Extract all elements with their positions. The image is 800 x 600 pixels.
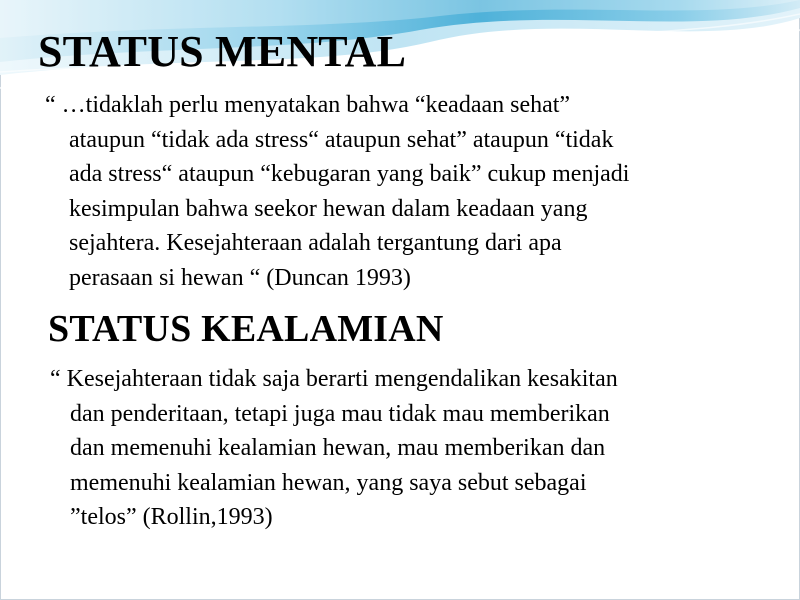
quote-line: dan penderitaan, tetapi juga mau tidak mau memberikan — [70, 400, 610, 427]
heading-status-mental: STATUS MENTAL — [38, 27, 407, 76]
heading-status-kealamian: STATUS KEALAMIAN — [48, 308, 444, 350]
quote-duncan — [45, 88, 629, 295]
quote-line: ”telos” (Rollin,1993) — [70, 504, 273, 530]
quote-line: ada stress“ ataupun “kebugaran yang baik” cukup menjadi — [69, 161, 630, 187]
quote-line: ataupun “tidak ada stress“ ataupun sehat” ataupun “tidak — [69, 126, 614, 153]
quote-line: memenuhi kealamian hewan, yang saya sebut sebagai — [70, 469, 587, 496]
quote-line: perasaan si hewan “ (Duncan 1993) — [69, 264, 411, 291]
quote-line: “ …tidaklah perlu menyatakan bahwa “keadaan sehat” — [45, 92, 571, 118]
quote-line: sejahtera. Kesejahteraan adalah tergantung dari apa — [69, 230, 562, 256]
quote-rollin — [50, 362, 618, 535]
quote-line: dan memenuhi kealamian hewan, mau memberikan dan — [70, 435, 606, 461]
quote-line: “ Kesejahteraan tidak saja berarti mengendalikan kesakitan — [50, 366, 618, 392]
quote-line: kesimpulan bahwa seekor hewan dalam keadaan yang — [69, 195, 588, 222]
